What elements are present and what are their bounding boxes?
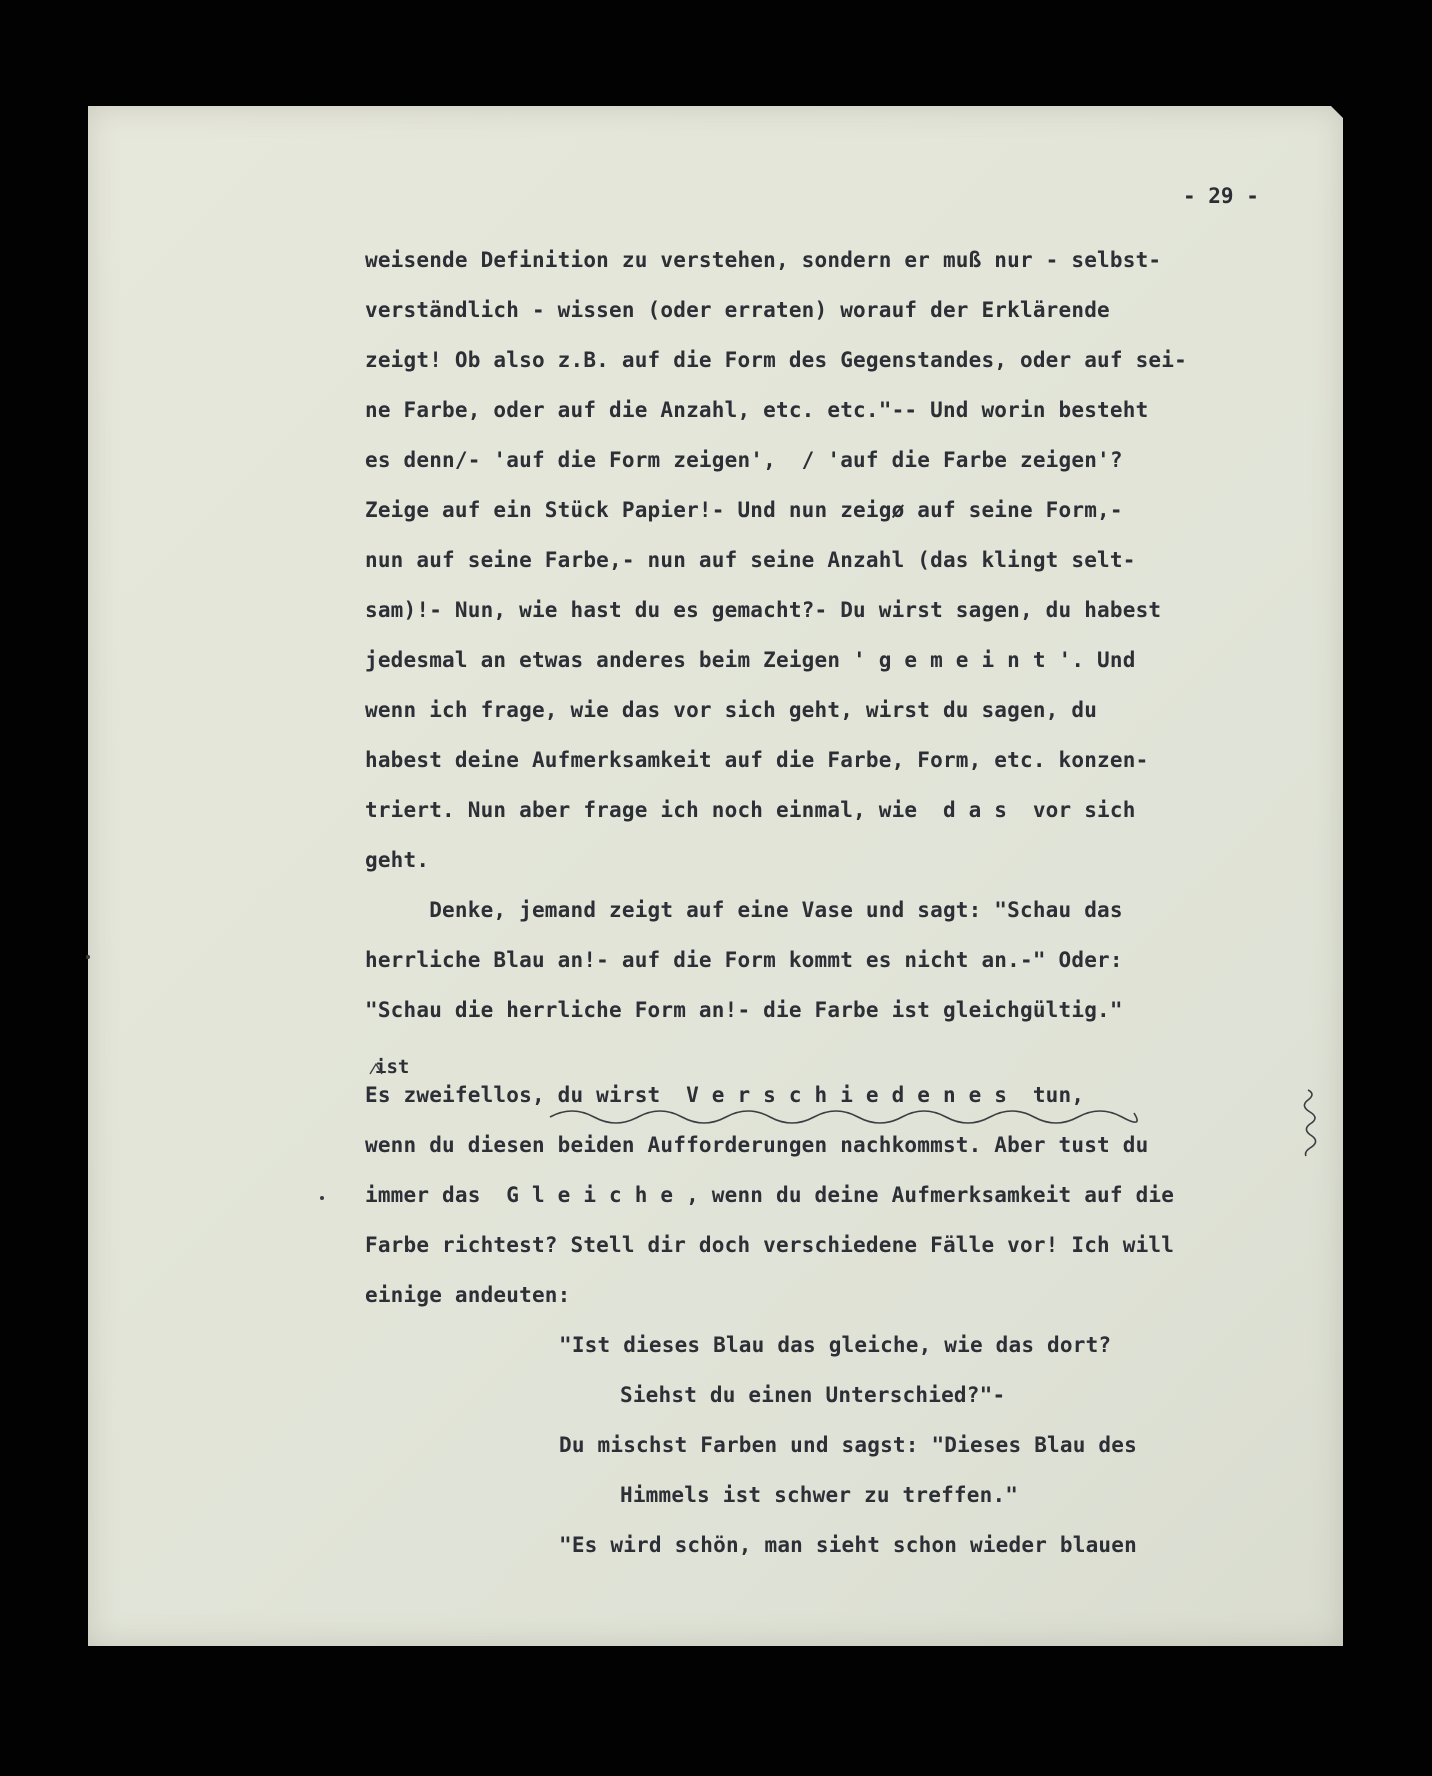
text-line: ne Farbe, oder auf die Anzahl, etc. etc."-- Und worin besteht [365, 398, 1149, 422]
text-line: wenn ich frage, wie das vor sich geht, wirst du sagen, du [365, 698, 1098, 722]
edge-mark [86, 955, 90, 959]
quote-line: Du mischst Farben und sagst: "Dieses Blau des [559, 1433, 1137, 1457]
text-line: weisende Definition zu verstehen, sondern er muß nur - selbst- [365, 248, 1162, 272]
text-line: geht. [365, 848, 430, 872]
text-line: sam)!- Nun, wie hast du es gemacht?- Du wirst sagen, du habest [365, 598, 1162, 622]
text-line: immer das G l e i c h e , wenn du deine Aufmerksamkeit auf die [365, 1183, 1175, 1207]
typescript-page [88, 106, 1343, 1646]
text-line: "Schau die herrliche Form an!- die Farbe ist gleichgültig." [365, 998, 1123, 1022]
wavy-underline [550, 1111, 1137, 1123]
quote-line: Himmels ist schwer zu treffen." [620, 1483, 1019, 1507]
margin-squiggle [1304, 1090, 1315, 1156]
text-line: habest deine Aufmerksamkeit auf die Farbe, Form, etc. konzen- [365, 748, 1149, 772]
text-line: Zeige auf ein Stück Papier!- Und nun zeigø auf seine Form,- [365, 498, 1123, 522]
text-line: herrliche Blau an!- auf die Form kommt es nicht an.-" Oder: [365, 948, 1123, 972]
margin-dot [320, 1196, 324, 1200]
quote-line: Siehst du einen Unterschied?"- [620, 1383, 1006, 1407]
text-line: Denke, jemand zeigt auf eine Vase und sagt: "Schau das [365, 898, 1123, 922]
text-line: jedesmal an etwas anderes beim Zeigen ' g e m e i n t '. Und [365, 648, 1136, 672]
quote-line: "Ist dieses Blau das gleiche, wie das dort? [559, 1333, 1112, 1357]
pen-annotations [88, 106, 1343, 1646]
text-line: Es zweifellos, du wirst V e r s c h i e d e n e s tun, [365, 1083, 1085, 1107]
text-line: nun auf seine Farbe,- nun auf seine Anzahl (das klingt selt- [365, 548, 1136, 572]
text-line: wenn du diesen beiden Aufforderungen nachkommst. Aber tust du [365, 1133, 1149, 1157]
handwritten-insertion: ist [375, 1056, 410, 1078]
text-line: triert. Nun aber frage ich noch einmal, wie d a s vor sich [365, 798, 1136, 822]
text-line: Farbe richtest? Stell dir doch verschiedene Fälle vor! Ich will [365, 1233, 1175, 1257]
text-line: einige andeuten: [365, 1283, 571, 1307]
quote-line: "Es wird schön, man sieht schon wieder blauen [559, 1533, 1137, 1557]
text-line: es denn/- 'auf die Form zeigen', / 'auf die Farbe zeigen'? [365, 448, 1123, 472]
text-line: zeigt! Ob also z.B. auf die Form des Gegenstandes, oder auf sei- [365, 348, 1187, 372]
page-number: - 29 - [1183, 184, 1259, 208]
text-line: verständlich - wissen (oder erraten) worauf der Erklärende [365, 298, 1110, 322]
